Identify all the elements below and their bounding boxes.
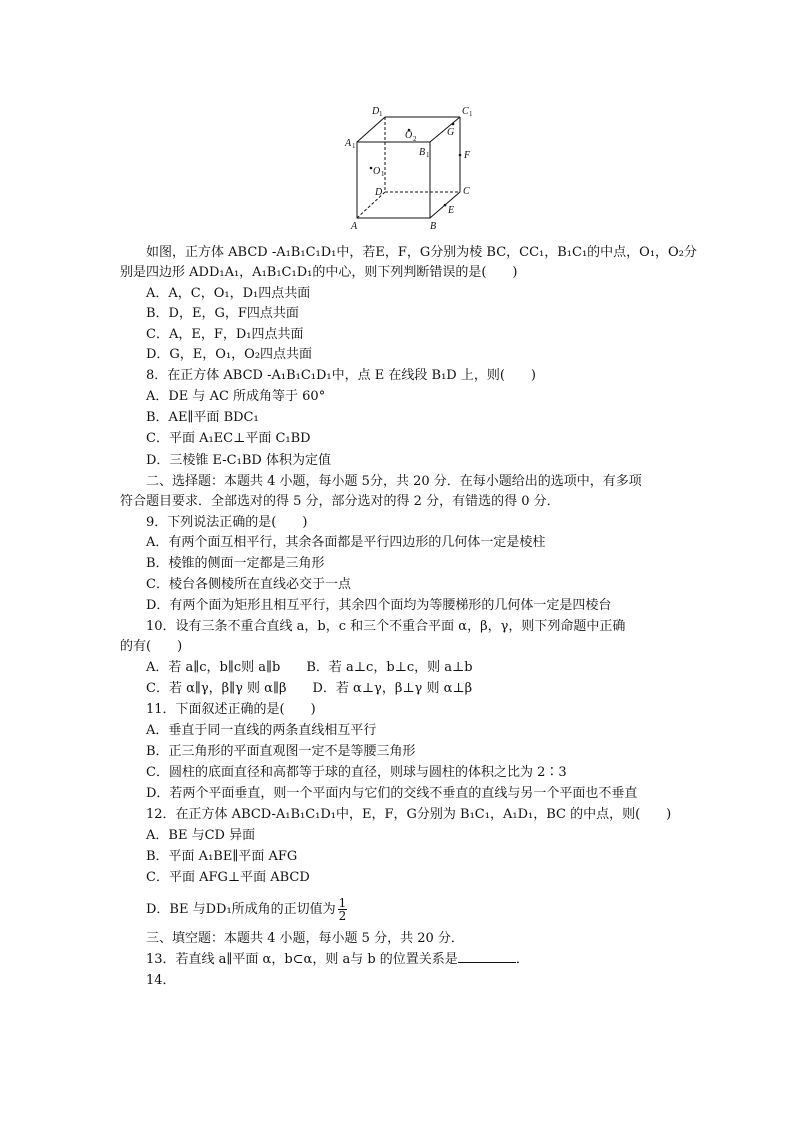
label-f: F	[464, 150, 471, 161]
q10-stem-line2: 的有( )	[120, 639, 183, 654]
point-e	[444, 204, 447, 207]
q12-option-b: B．平面 A₁BE∥平面 AFG	[146, 849, 298, 864]
cube-diagram	[335, 100, 485, 235]
q7-option-c: C．A，E，F，D₁四点共面	[146, 327, 304, 342]
label-a1: A	[345, 138, 352, 149]
q11-option-c: C．圆柱的底面直径和高都等于球的直径，则球与圆柱的体积之比为 2∶3	[146, 765, 567, 780]
q8-option-b: B．AE∥平面 BDC₁	[146, 410, 259, 425]
q11-option-d: D．若两个平面垂直，则一个平面内与它们的交线不垂直的直线与另一个平面也不垂直	[146, 786, 638, 801]
q8-option-d: D．三棱锥 E-C₁BD 体积为定值	[146, 453, 331, 468]
label-o1-sub: 1	[381, 170, 385, 178]
section2-heading-line1: 二、选择题：本题共 4 小题，每小题 5分，共 20 分．在每小题给出的选项中，有多项	[146, 474, 642, 489]
label-b1-sub: 1	[426, 151, 430, 159]
point-g	[452, 123, 455, 126]
q12-option-d	[0, 897, 794, 922]
label-o2-sub: 2	[413, 135, 417, 143]
label-e: E	[448, 205, 455, 216]
edge-a1-d1	[357, 117, 385, 142]
q8-option-c: C．平面 A₁EC⊥平面 C₁BD	[146, 431, 311, 446]
q8-stem: 8．在正方体 ABCD -A₁B₁C₁D₁中，点 E 在线段 B₁D 上，则( )	[146, 368, 536, 383]
q12-option-a: A．BE 与CD 异面	[146, 828, 256, 843]
q10-stem-line1: 10．设有三条不重合直线 a，b，c 和三个不重合平面 α，β，γ，则下列命题中正确	[146, 619, 626, 634]
section3-heading: 三、填空题：本题共 4 小题，每小题 5 分，共 20 分．	[146, 931, 464, 946]
label-o2: O	[405, 130, 413, 141]
q12-stem: 12．在正方体 ABCD-A₁B₁C₁D₁中，E，F，G分别为 B₁C₁，A₁D₁，BC 的中点，则( )	[146, 807, 672, 822]
fraction-one-half	[338, 897, 348, 922]
q9-option-c: C．棱台各侧棱所在直线必交于一点	[146, 577, 351, 592]
label-d: D	[375, 187, 383, 198]
label-b: B	[430, 221, 437, 232]
edge-b1-c1	[430, 117, 460, 142]
q11-stem: 11．下面叙述正确的是( )	[146, 702, 316, 717]
label-b1: B	[419, 147, 426, 158]
q8-option-a: A．DE 与 AC 所成角等于 60°	[146, 389, 326, 404]
cube-figure	[335, 100, 485, 235]
fraction-denominator: 2	[338, 909, 347, 923]
q10-options-cd: C．若 α∥γ，β∥γ 则 α∥β D．若 α⊥γ，β⊥γ 则 α⊥β	[146, 681, 473, 696]
section2-heading-line2: 符合题目要求．全部选对的得 5 分，部分选对的得 2 分，有错选的得 0 分．	[120, 494, 560, 509]
label-c: C	[463, 186, 470, 197]
q10-options-ab: A．若 a∥c，b∥c则 a∥b B．若 a⊥c，b⊥c，则 a⊥b	[146, 660, 473, 675]
q9-stem: 9．下列说法正确的是( )	[146, 515, 308, 530]
q9-option-a: A．有两个面互相平行，其余各面都是平行四边形的几何体一定是棱柱	[146, 535, 546, 550]
q7-stem-line2: 别是四边形 ADD₁A₁，A₁B₁C₁D₁的中心，则下列判断错误的是( )	[120, 265, 518, 280]
label-a: A	[351, 221, 358, 232]
answer-blank[interactable]	[458, 950, 516, 963]
label-d1-sub: 1	[379, 110, 383, 118]
q9-option-d: D．有两个面为矩形且相互平行，其余四个面均为等腰梯形的几何体一定是四棱台	[146, 598, 612, 613]
q11-option-b: B．正三角形的平面直观图一定不是等腰三角形	[146, 744, 416, 759]
q13-period: ．	[515, 952, 529, 967]
q13-stem: 13．若直线 a∥平面 α，b⊂α，则 a与 b 的位置关系是	[146, 952, 458, 967]
fraction-numerator: 1	[338, 896, 347, 910]
label-d1: D	[372, 106, 380, 117]
label-c1: C	[462, 106, 469, 117]
label-o1: O	[373, 166, 381, 177]
q7-option-a: A．A，C，O₁，D₁四点共面	[146, 286, 311, 301]
q7-stem-line1: 如图，正方体 ABCD -A₁B₁C₁D₁中，若E，F，G分别为棱 BC，CC₁，B₁C₁的中点，O₁，O₂分	[146, 245, 697, 260]
q9-option-b: B．棱锥的侧面一定都是三角形	[146, 556, 325, 571]
q11-option-a: A．垂直于同一直线的两条直线相互平行	[146, 723, 377, 738]
q12-option-c: C．平面 AFG⊥平面 ABCD	[146, 870, 310, 885]
point-f	[459, 154, 462, 157]
q13-line	[0, 950, 794, 970]
point-o1	[370, 167, 373, 170]
label-a1-sub: 1	[352, 142, 356, 150]
q7-option-d: D．G，E，O₁，O₂四点共面	[146, 347, 313, 362]
q7-option-b: B．D，E，G，F四点共面	[146, 306, 299, 321]
label-g: G	[447, 127, 455, 138]
label-c1-sub: 1	[469, 110, 473, 118]
q12-option-d-text: D．BE 与DD₁所成角的正切值为	[146, 902, 336, 917]
q14-stem: 14．	[146, 973, 176, 988]
